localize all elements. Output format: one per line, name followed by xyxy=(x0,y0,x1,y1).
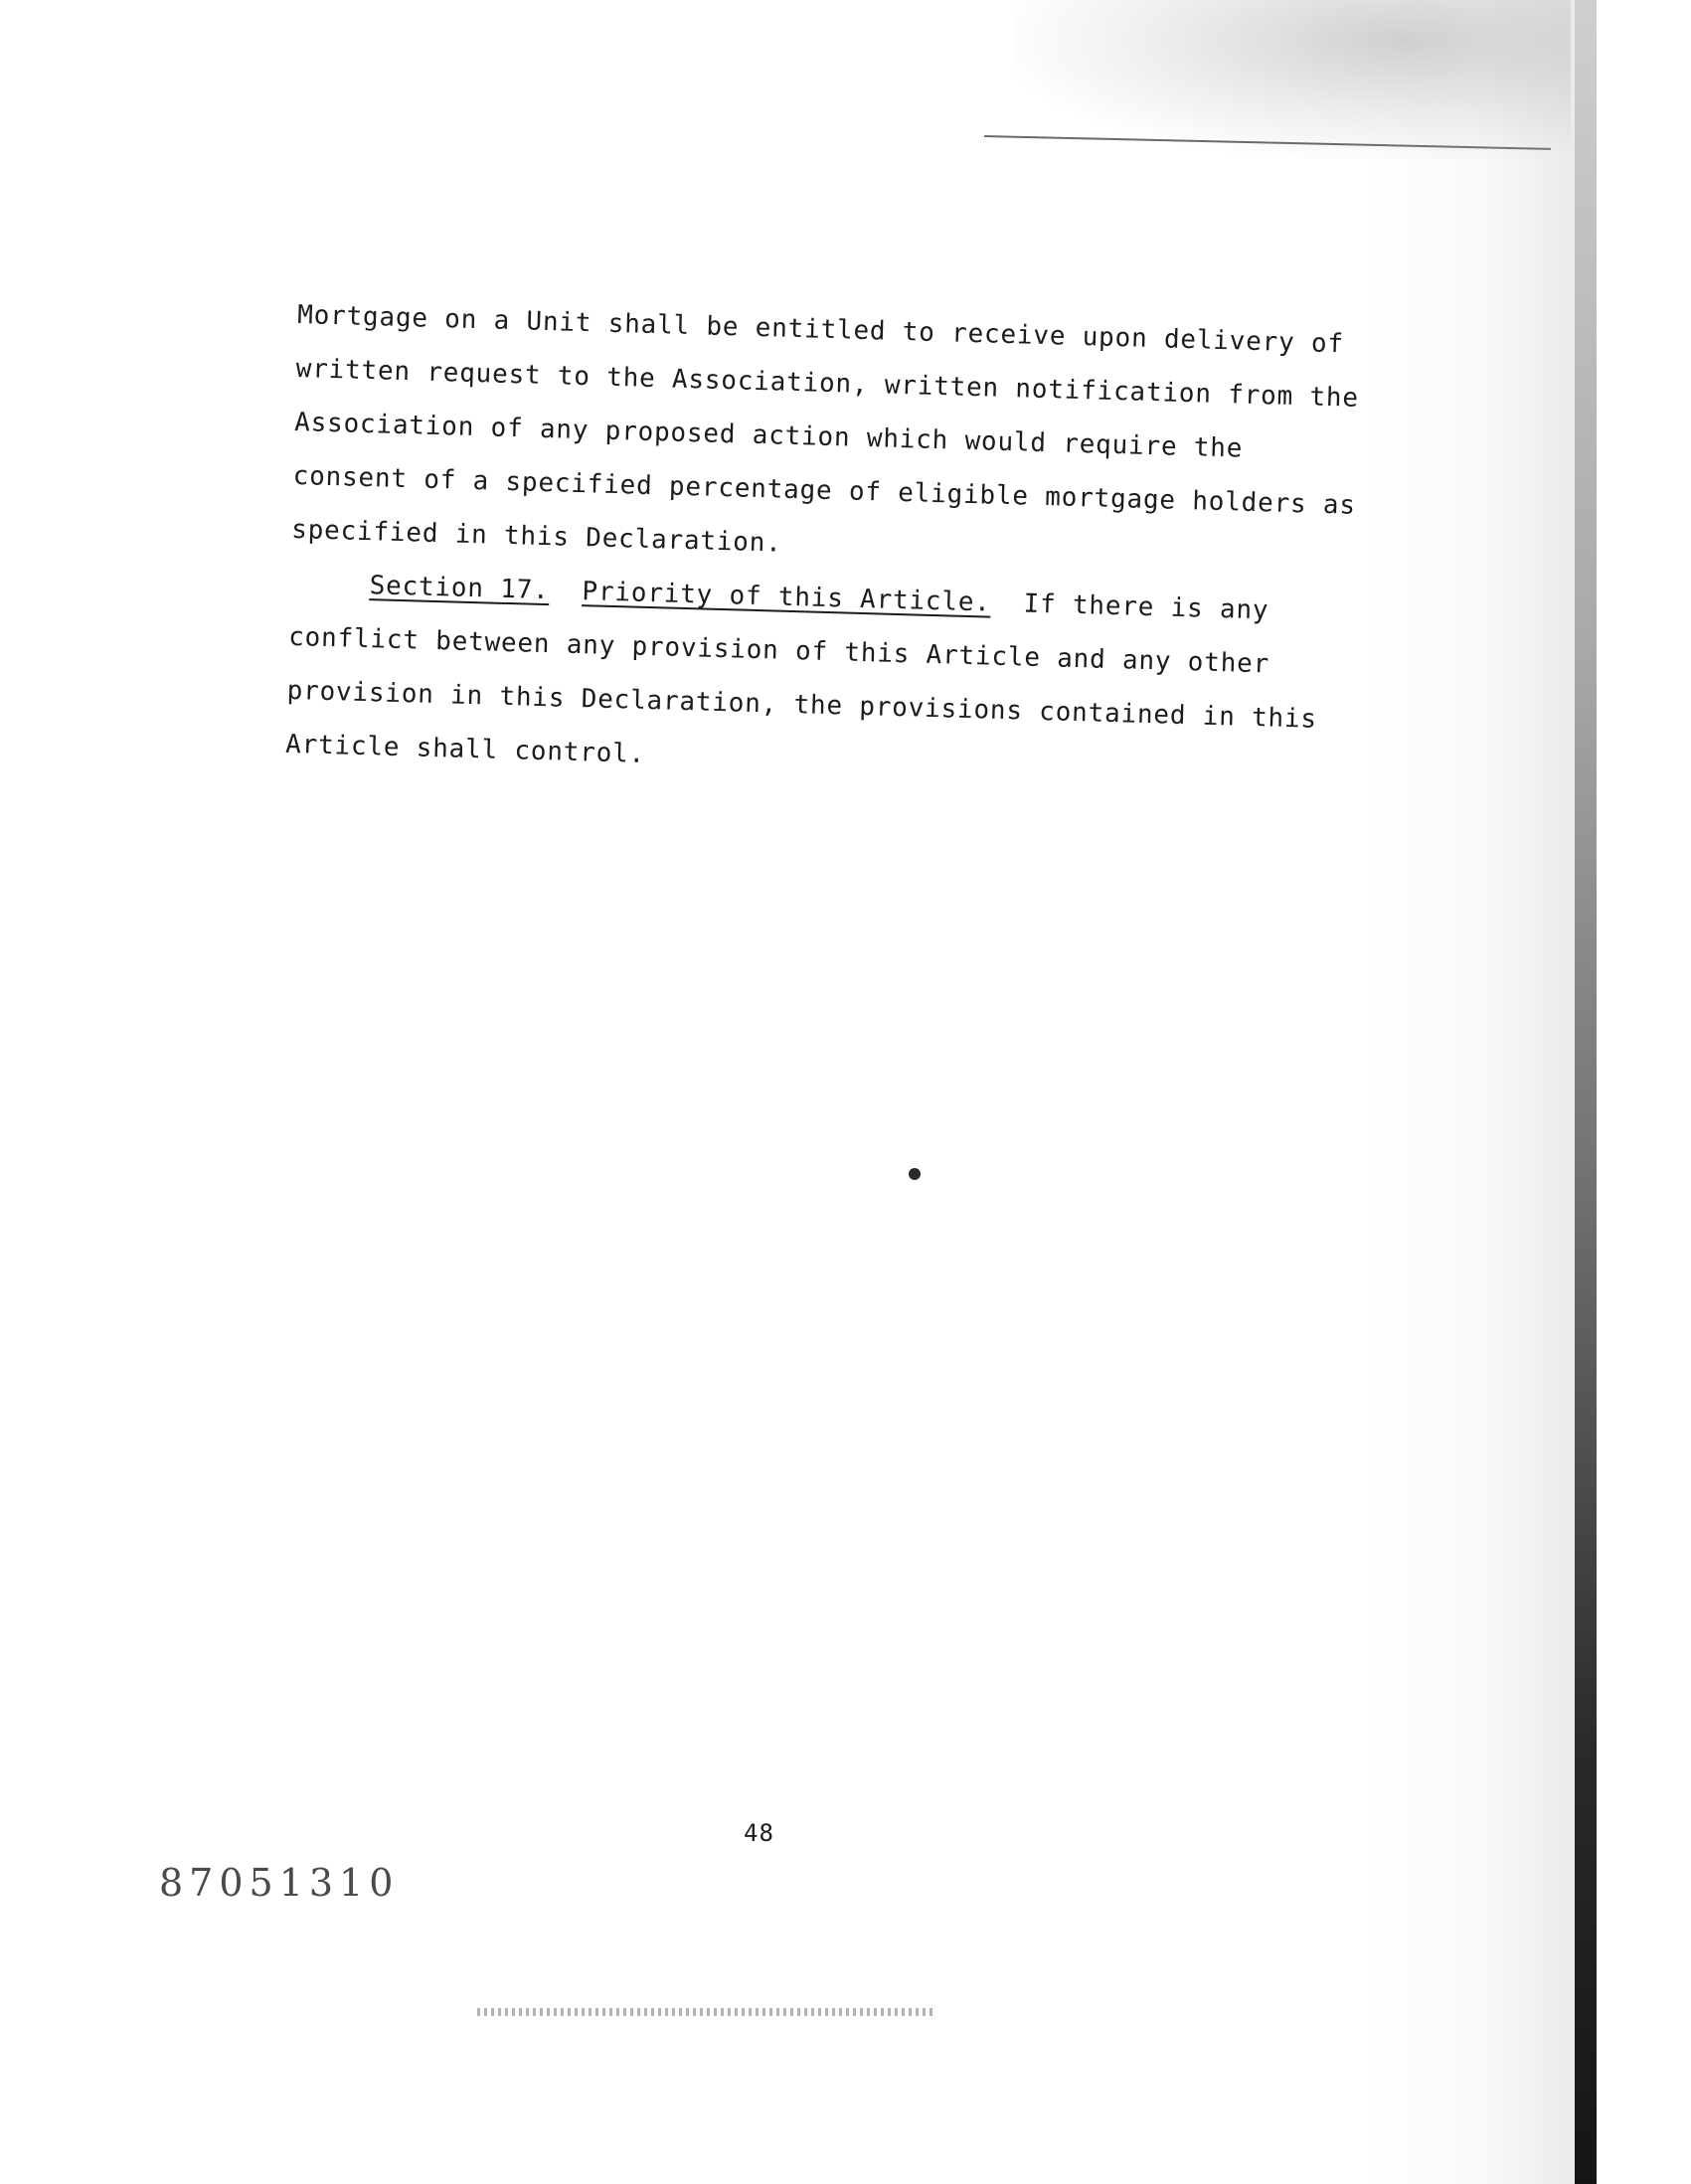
body-text xyxy=(284,288,1431,803)
paragraph-line: consent of a specified percentage of eligible mortgage holders as xyxy=(292,460,1357,521)
section-number: Section 17. xyxy=(369,571,551,606)
paragraph-line: Mortgage on a Unit shall be entitled to receive upon delivery of xyxy=(296,299,1345,360)
section-line: Article shall control. xyxy=(284,729,646,769)
scan-margin xyxy=(1597,0,1691,2184)
page-number: 48 xyxy=(744,1819,774,1847)
paragraph-line: written request to the Association, written notification from the xyxy=(295,353,1360,414)
section-line: conflict between any provision of this Article and any other xyxy=(287,621,1270,680)
scan-scuff xyxy=(477,2008,934,2016)
ink-speck xyxy=(909,1168,921,1180)
scan-edge-strip xyxy=(1575,0,1597,2184)
paragraph-line: specified in this Declaration. xyxy=(290,514,783,559)
document-number-stamp: 87051310 xyxy=(159,1861,400,1905)
paragraph-line: Association of any proposed action which would require the xyxy=(293,407,1244,464)
section-text-start: If there is any xyxy=(1023,588,1269,626)
section-line: provision in this Declaration, the provisions contained in this xyxy=(286,675,1318,735)
section-title: Priority of this Article. xyxy=(582,577,992,618)
